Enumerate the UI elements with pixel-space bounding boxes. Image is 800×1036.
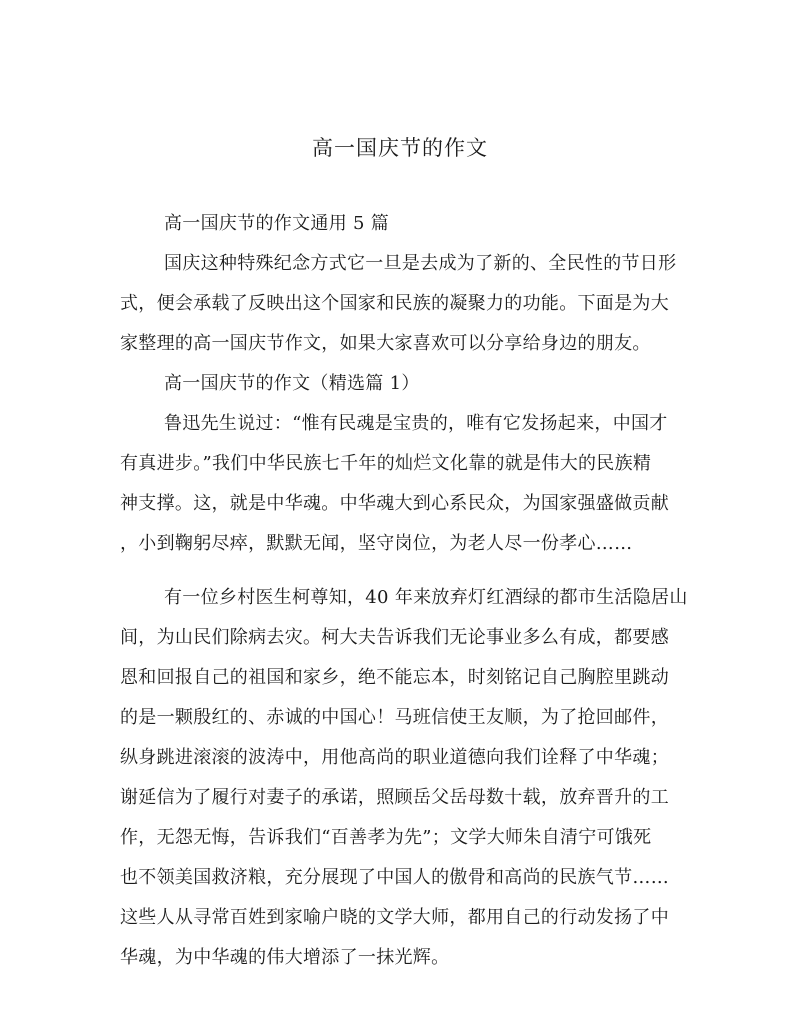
- text-line: 式，便会承载了反映出这个国家和民族的凝聚力的功能。下面是为大: [120, 293, 669, 314]
- text-line: ，小到鞠躬尽瘁，默默无闻，坚守岗位，为老人尽一份孝心……: [120, 533, 633, 554]
- text-line: 作，无怨无悔，告诉我们“百善孝为先”；文学大师朱自清宁可饿死: [120, 827, 652, 848]
- text-line: 的是一颗殷红的、赤诚的中国心！马班信使王友顺，为了抢回邮件，: [120, 707, 669, 728]
- text-line: 有一位乡村医生柯尊知，40 年来放弃灯红酒绿的都市生活隐居山: [164, 587, 688, 608]
- document-title: 高一国庆节的作文: [312, 136, 488, 160]
- text-line: 神支撑。这，就是中华魂。中华魂大到心系民众，为国家强盛做贡献: [120, 493, 669, 514]
- text-line: 家整理的高一国庆节作文，如果大家喜欢可以分享给身边的朋友。: [120, 333, 651, 354]
- text-line: 恩和回报自己的祖国和家乡，绝不能忘本，时刻铭记自己胸腔里跳动: [120, 667, 669, 688]
- text-line: 华魂，为中华魂的伟大增添了一抹光辉。: [120, 947, 450, 968]
- text-line: 纵身跳进滚滚的波涛中，用他高尚的职业道德向我们诠释了中华魂；: [120, 747, 669, 768]
- document-body: [120, 204, 688, 978]
- text-line: 间，为山民们除病去灾。柯大夫告诉我们无论事业多么有成，都要感: [120, 627, 669, 648]
- text-line: 也不领美国救济粮，充分展现了中国人的傲骨和高尚的民族气节……: [120, 867, 669, 888]
- text-line: 高一国庆节的作文通用 5 篇: [164, 213, 390, 234]
- text-line: 高一国庆节的作文（精选篇 1）: [164, 373, 420, 394]
- paragraph-gap: [120, 564, 676, 578]
- text-line: 这些人从寻常百姓到家喻户晓的文学大师，都用自己的行动发扬了中: [120, 907, 669, 928]
- text-line: 鲁迅先生说过：“惟有民魂是宝贵的，唯有它发扬起来，中国才: [164, 413, 668, 434]
- text-line: 有真进步。”我们中华民族七千年的灿烂文化靠的就是伟大的民族精: [120, 453, 652, 474]
- text-line: 谢延信为了履行对妻子的承诺，照顾岳父岳母数十载，放弃晋升的工: [120, 787, 669, 808]
- text-line: 国庆这种特殊纪念方式它一旦是去成为了新的、全民性的节日形: [164, 253, 677, 274]
